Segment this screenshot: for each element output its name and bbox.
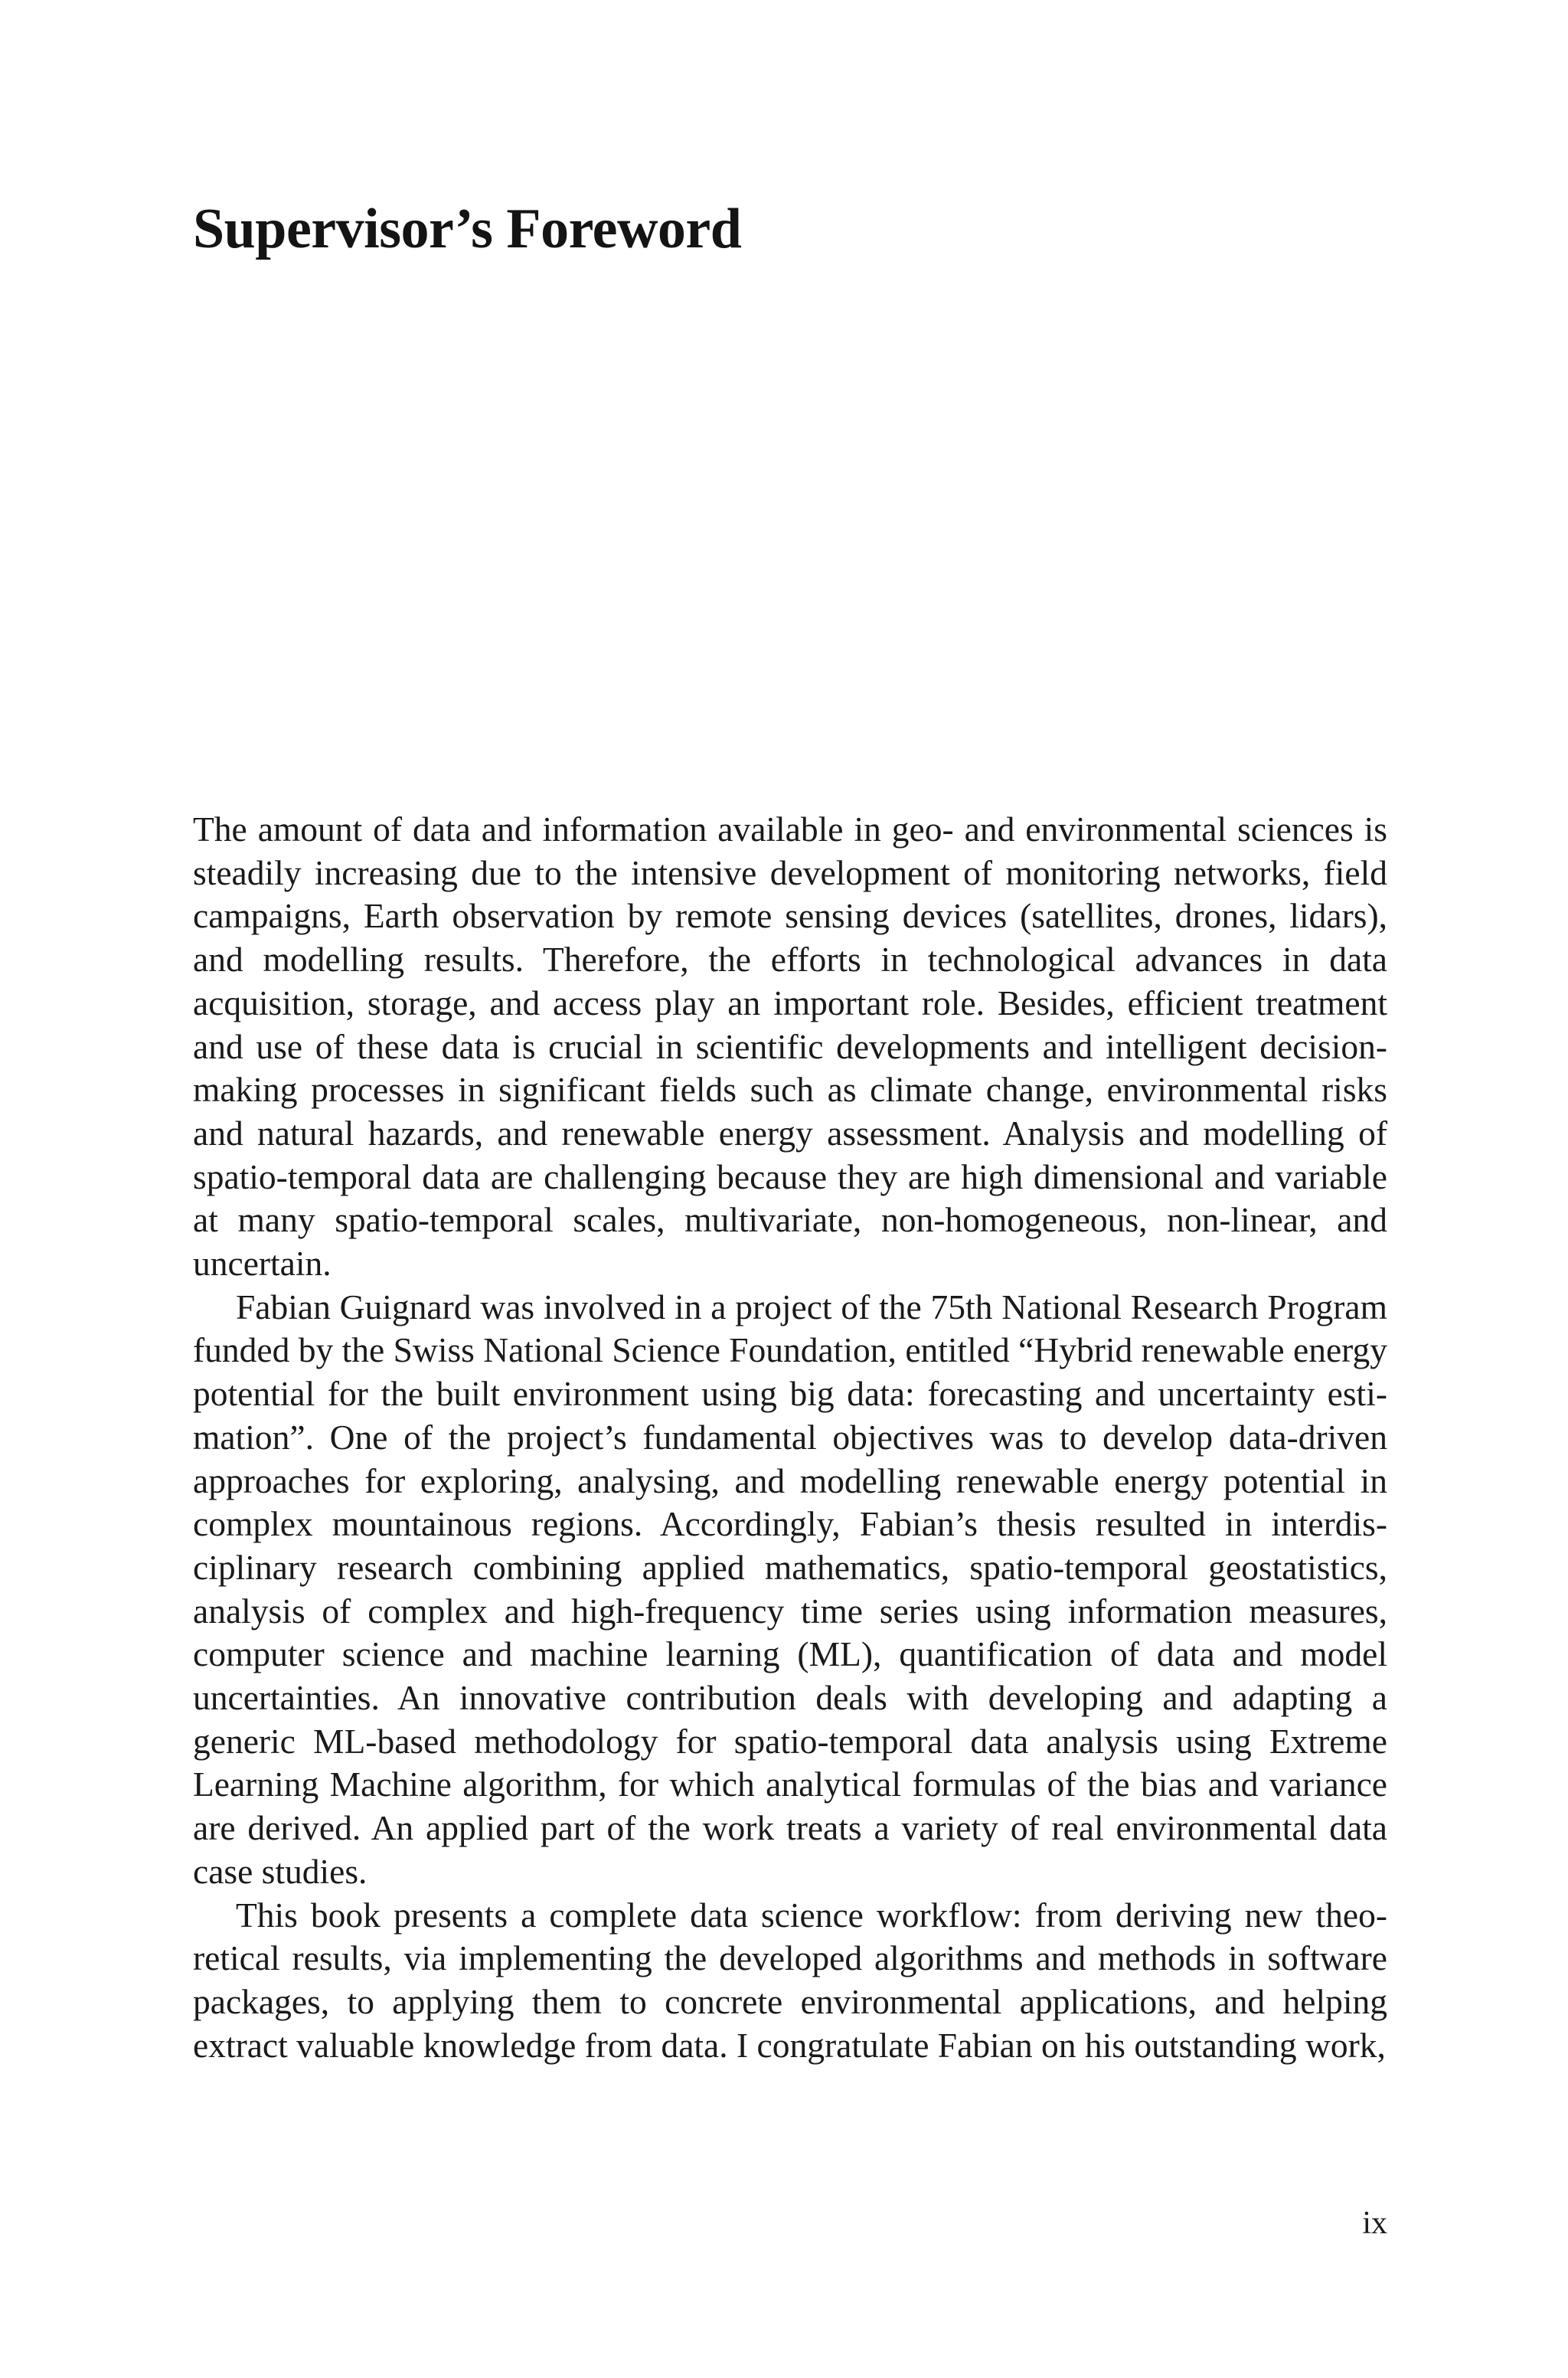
paragraph: Fabian Guignard was involved in a project of the 75th National Research Program funded by the Swiss National Science Foundation, entitled “Hybrid renewable energy potential for the built environment using big data: forecasting and uncertainty estimation”. One of the project’s fundamental objectives was to develop data-driven approaches for exploring, analysing, and modelling renewable energy potential in complex mountainous regions. Accordingly, Fabian’s thesis resulted in interdisciplinary research combining applied mathematics, spatio-temporal geostatistics, analysis of complex and high-frequency time series using information measures, computer science and machine learning (ML), quantification of data and model uncertainties. An innovative contribution deals with developing and adapting a generic ML-based methodology for spatio-temporal data analysis using Extreme Learning Machine algorithm, for which analytical formulas of the bias and variance are derived. An applied part of the work treats a variety of real environmental data case studies.: [193, 1287, 1387, 1891]
paragraph: The amount of data and information available in geo- and environmental sciences is steadily increasing due to the intensive development of monitoring networks, field campaigns, Earth observation by remote sensing devices (satellites, drones, lidars), and modelling results. Therefore, the efforts in technological advances in data acquisition, storage, and access play an important role. Besides, efficient treatment and use of these data is crucial in scientific developments and intelligent decision-making processes in significant fields such as climate change, environmental risks and natural hazards, and renewable energy assessment. Analysis and modelling of spatio-temporal data are challenging because they are high dimensional and variable at many spatio-temporal scales, multivariate, non-homogeneous, non-linear, and uncertain.: [193, 810, 1387, 1284]
page-number: ix: [1362, 2206, 1387, 2241]
chapter-title: Supervisor’s Foreword: [193, 198, 742, 260]
foreword-body: [193, 808, 1387, 2067]
paragraph: This book presents a complete data science workflow: from deriving new theoretical results, via implementing the developed algorithms and methods in software packages, to applying them to concrete environmental applications, and helping extract valuable knowledge from data. I congratulate Fabian on his outstanding work,: [193, 1895, 1387, 2065]
